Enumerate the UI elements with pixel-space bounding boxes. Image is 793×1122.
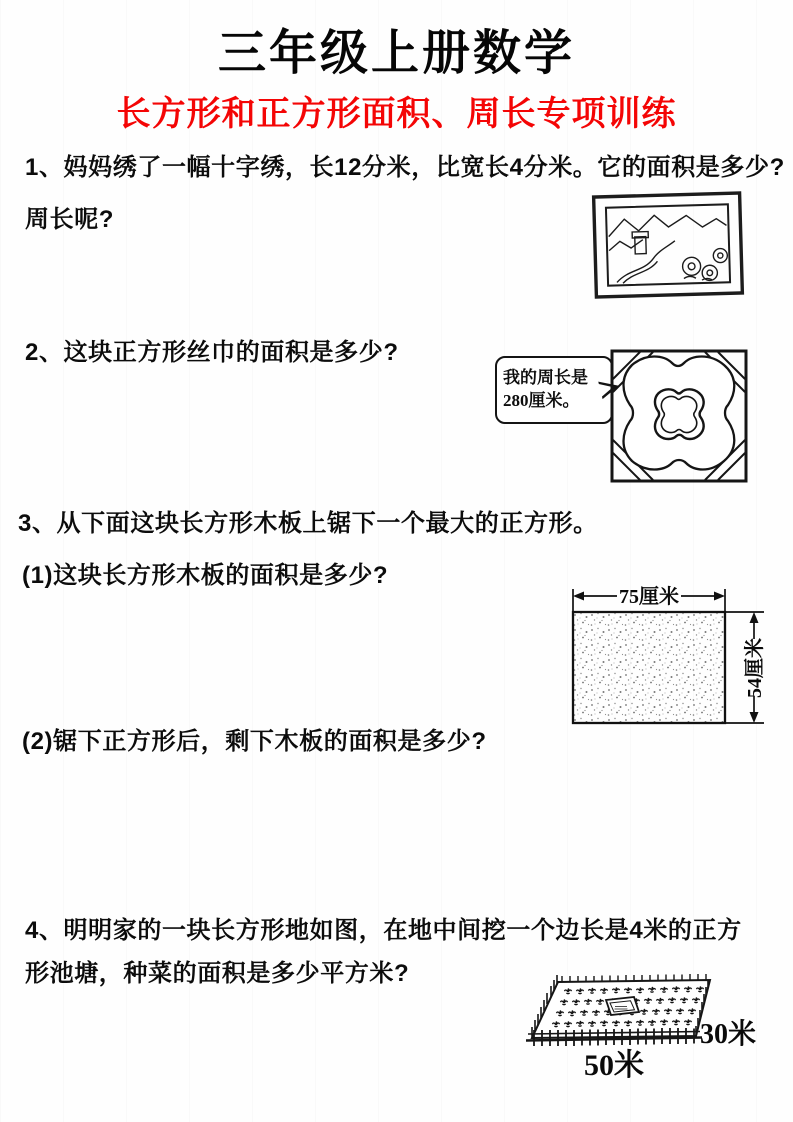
problem4-text-line1: 4、明明家的一块长方形地如图，在地中间挖一个边长是4米的正方 — [25, 917, 742, 944]
arrow-down-icon — [750, 712, 759, 723]
field-height-label: 30米 — [700, 1019, 757, 1050]
square-pond — [606, 997, 639, 1015]
problem3-q2: (2)锯下正方形后，剩下木板的面积是多少? — [22, 728, 487, 755]
page-subtitle: 长方形和正方形面积、周长专项训练 — [116, 95, 677, 133]
problem2-text: 2、这块正方形丝巾的面积是多少? — [25, 339, 399, 366]
speckled-board — [573, 612, 725, 723]
arrow-up-icon — [750, 612, 759, 623]
problem4-text-line2: 形池塘，种菜的面积是多少平方米? — [25, 960, 410, 987]
arrow-left-icon — [573, 592, 584, 601]
cross-stitch-frame-illustration — [591, 189, 745, 301]
problem3-text: 3、从下面这块长方形木板上锯下一个最大的正方形。 — [18, 510, 598, 537]
problem1-text-line1: 1、妈妈绣了一幅十字绣，长12分米，比宽长4分米。它的面积是多少? — [25, 154, 785, 181]
bubble-line2: 280厘米。 — [503, 391, 580, 410]
square-scarf-illustration — [610, 349, 748, 483]
scarf-speech-bubble — [495, 356, 613, 424]
bubble-line1: 我的周长是 — [503, 368, 588, 388]
page-title: 三年级上册数学 — [217, 27, 575, 80]
board-width-label: 75厘米 — [619, 586, 679, 608]
arrow-right-icon — [714, 592, 725, 601]
field-width-label: 50米 — [584, 1049, 644, 1082]
problem1-text-line2: 周长呢? — [25, 206, 115, 233]
cross-stitch-landscape-art — [608, 213, 728, 283]
board-height-label: 54厘米 — [744, 638, 766, 698]
problem3-q1: (1)这块长方形木板的面积是多少? — [22, 562, 389, 589]
wooden-board-diagram — [556, 582, 786, 734]
